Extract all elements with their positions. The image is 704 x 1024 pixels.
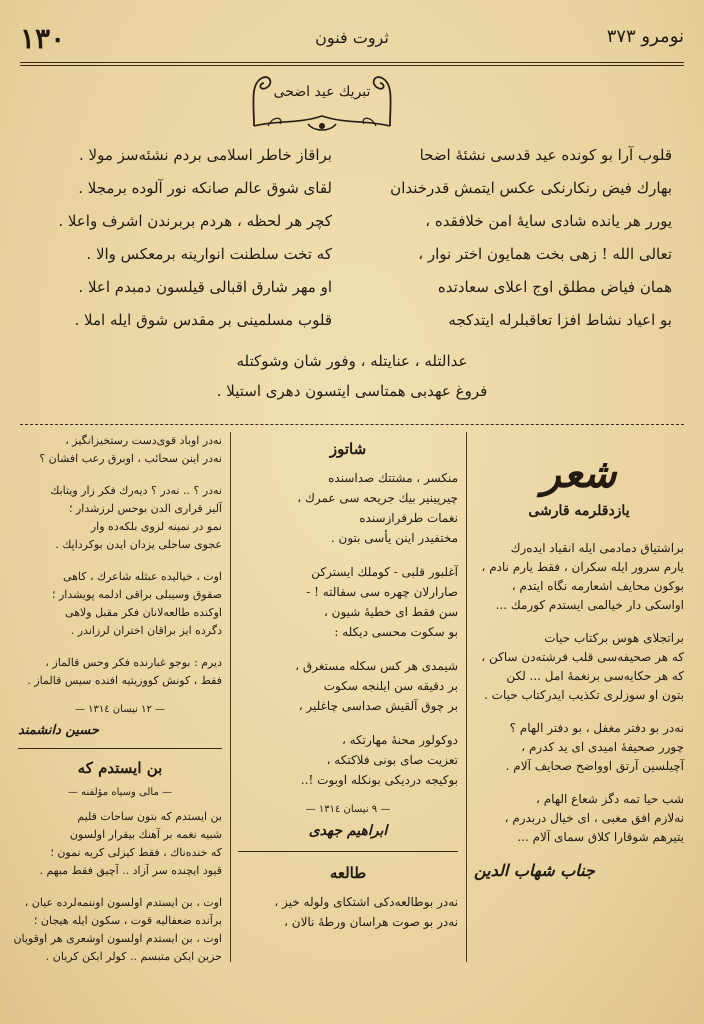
hemistich-left: كچر هر لحظه ، هردم بربرندن اشرف واعلا . [58, 212, 332, 230]
verse-line: اوكنده طالعه‌لانان فكر مقبل ولاهى [65, 606, 222, 619]
verse-line: صقوق وسيبلى براقى ادلمه پويشدار ؛ [51, 588, 222, 601]
hemistich-right: بو اعياد نشاط افزا تعاقبلرله ايتدكجه [448, 311, 672, 329]
verse-line: نغمات طرفرازسنده [359, 511, 458, 525]
poem-heading: شاتوز [329, 440, 367, 458]
top-poem [32, 146, 672, 344]
headline-ornament [248, 74, 396, 134]
author-signature: حسين دانشمند [18, 723, 99, 738]
author-signature: ابراهيم جهدى [308, 823, 388, 839]
verse-line: نه‌در ؟ .. نه‌در ؟ ديه‌رك فكر زار ويتابك [50, 484, 222, 497]
hemistich-right: تعالى الله ! زهى بخت همايون اختر نوار ، [418, 245, 672, 263]
stanza [13, 894, 222, 966]
verse-line: اواسكى دار خيالمى ايستدم كورمك ... [495, 598, 684, 612]
hemistich-left: او مهر شارق اقبالى قيلسون دمبدم اعلا . [78, 278, 332, 296]
hemistich-left: قلوب مسلمينى بر مقدس شوق ايله املا . [74, 311, 332, 329]
verse-line: بر دقيقه سن ايلنجه سكوت [323, 679, 458, 693]
top-poem-closing [0, 346, 704, 406]
verse-line: تعزيت صاى بونى فلاكتكه ، [326, 753, 458, 767]
issue-number: نومرو ٣٧٣ [606, 26, 684, 47]
hemistich-right: بهارك فيض رنكارنكى عكس ايتمش قدرخندان [390, 179, 672, 197]
verse-line: بن ايستدم كه بتون ساحات قليم [77, 810, 222, 823]
verse-line: نه‌لازم افق مغبى ، اى خيال دربدرم ، [504, 811, 684, 825]
page-header [20, 22, 684, 58]
poem-subtitle: يازدقلرمه قارشى [528, 503, 630, 519]
verse-line: حزين ايكن متبسم .. كولر ايكن كريان . [45, 950, 222, 963]
stanza [474, 790, 684, 847]
poem-date: — ١٢ نيسان ١٣١٤ — [74, 704, 166, 715]
verse-line: شب حيا تمه دگز شعاع الهام ، [536, 792, 684, 806]
poem-couplet [32, 146, 672, 179]
verse-line: چيرپينير بيك جريحه‌ سى عمرك ، [297, 491, 458, 505]
column-left [13, 432, 222, 980]
hemistich-right: قلوب آرا بو كونده عيد قدسى نشئهٔ اضحا [419, 146, 672, 164]
column-divider [230, 432, 231, 962]
verse-line: آليز قرارى الدن بوحس لرزشدار ؛ [68, 502, 222, 515]
stanza [474, 719, 684, 776]
verse-line: كه هر صحيفه‌سى قلب فرشته‌دن ساكن ، [481, 650, 684, 664]
journal-title: ثروت فنون [315, 28, 389, 47]
verse-line: شيمدى هر كس سكله مستغرق ، [295, 659, 458, 673]
poem-dedication: — مالى وسياه مؤلفنه — [67, 787, 173, 798]
stanza [238, 730, 458, 790]
verse-line: دگرده ايز براقان اختران لرزاندر . [70, 624, 222, 637]
verse-line: اوت ، خياليده عبثله شاعرك ، كاهى [62, 570, 222, 583]
verse-line: برآنده ضعفاليه قوت ، سكون ايله هيجان ؛ [33, 914, 222, 927]
verse-line: چورر صحيفهٔ اميدى اى يد كدرم ، [521, 740, 684, 754]
poem-couplet [32, 245, 672, 278]
stanza [238, 468, 458, 548]
verse-line: براتجلاى هوس بركتاب حيات [544, 631, 684, 645]
column-divider [466, 432, 467, 962]
poem-heading: شعر [541, 450, 617, 497]
header-rule [20, 62, 684, 63]
verse-line: نه‌در بو دفتر مغفل ، بو دفتر الهام ؟ [509, 721, 684, 735]
verse-line: دوكولور محنهٔ مهارتكه ، [341, 733, 458, 747]
stanza [18, 568, 222, 640]
verse-line: منكسر ، مشتتك صداسنده [328, 471, 458, 485]
closing-line: عدالتله ، عنايتله ، وفور شان وشوكتله [236, 352, 468, 370]
hemistich-right: يورر هر يانده شادى سايهٔ امن خلافقده ، [425, 212, 672, 230]
verse-line: بوكيجه درديكى بونكله اوبوت !.. [300, 773, 458, 787]
verse-line: صارارلان چهره‌ سى سفالته ! - [306, 585, 458, 599]
hemistich-left: كه تخت سلطنت انوارينه برمعكس والا . [86, 245, 332, 263]
stanza [474, 539, 684, 615]
column-right [474, 432, 684, 880]
stanza [474, 629, 684, 705]
ornament-frame-icon [248, 74, 396, 134]
verse-line: مختفيدر اينن يأسى بتون . [330, 531, 458, 545]
column-middle [238, 432, 458, 932]
verse-line: سن فقط اى خطيهٔ شيون ، [323, 605, 458, 619]
page-number: ١٣٠ [20, 22, 66, 55]
verse-line: اوت ، بن ايستدم اولسون اوشعرى هر اوقويان [13, 932, 222, 945]
headline-title: تبريك عيد اضحى [273, 84, 371, 100]
verse-line: كه خنده‌ناك ، فقط كيزلى كريه نمون ؛ [50, 846, 222, 859]
article-rule [238, 851, 458, 852]
verse-line: بوكون محايف اشعارمه نگاه ايتدم ، [511, 579, 684, 593]
verse-line: شبيه نغمه بر آهنك بيقرار اولسون [69, 828, 222, 841]
author-signature: جناب شهاب الدين [474, 861, 595, 880]
article-rule [18, 748, 222, 749]
verse-line: بو سكوت محسى ديكله : [334, 625, 458, 639]
verse-line: نه‌در بو صوت هراسان ورطهٔ نالان ، [284, 915, 458, 929]
verse-line: قيود ايچنده سر آزاد .. آچيق فقط مبهم . [39, 864, 222, 877]
verse-line: نمو در نمينه لزوى بلكه‌ده وار [90, 520, 222, 533]
poem-couplet [32, 311, 672, 344]
stanza [238, 656, 458, 716]
verse-line: آغلبور قلبى - كوملك ايستركن [311, 565, 458, 579]
verse-line: آچيلسين آرتق اوواضح صحايف آلام . [505, 759, 684, 773]
stanza [238, 562, 458, 642]
verse-line: كه هر حكايه‌سى برنغمهٔ امل ... لكن [506, 669, 684, 683]
verse-line: بتون او سوزلرى تكذيب ايدركتاب حيات . [484, 688, 684, 702]
verse-line: يتيرهم شوقارا كلاق سماى آلام ... [517, 830, 684, 844]
poem-couplet [32, 278, 672, 311]
verse-line: يارم سرور ايله سكران ، فقط يارم نادم ، [481, 560, 684, 574]
closing-line: فروغ عهدبى همتاسى ايتسون دهرى استيلا . [216, 382, 488, 400]
header-rule-double [20, 65, 684, 66]
poem-date: — ٩ نيسان ١٣١٤ — [305, 804, 391, 815]
hemistich-right: همان فياض مطلق اوج اعلاى سعادتده [437, 278, 672, 296]
stanza [18, 654, 222, 690]
verse-line: بر چوق آلقيش صداسى چاغلير ، [298, 699, 458, 713]
poem-heading: طالعه [329, 864, 367, 882]
verse-line: براشتياق دمادمى ايله انقياد ايده‌رك [510, 541, 684, 555]
verse-line: نه‌در اينن سحائب ، اوبرق رعب افشان ؟ [39, 452, 222, 465]
poem-couplet [32, 212, 672, 245]
stanza [18, 482, 222, 554]
hemistich-left: لقاى شوق عالم صانكه نور آلوده برمجلا . [78, 179, 332, 197]
poem-couplet [32, 179, 672, 212]
hemistich-left: براقاز خاطر اسلامى بردم نشئه‌سز مولا . [79, 146, 332, 164]
verse-line: نه‌در بوطالعه‌دكى اشتكاى ولوله خيز ، [274, 895, 458, 909]
verse-line: ديرم : بوجو غبارنده فكر وحس قالماز ، [45, 656, 222, 669]
poem-heading: بن ايستدم كه [77, 759, 163, 777]
verse-line: اوت ، بن ايستدم اولسون اوننمه‌لرده عيان ، [24, 896, 222, 909]
verse-line: عجوى ساحلى يزدان ايدن بوكرداپك . [55, 538, 222, 551]
verse-line: فقط ، كونش كووزيتيه افنده سيس قالماز . [27, 674, 222, 687]
stanza [238, 892, 458, 932]
section-rule [20, 424, 684, 425]
verse-line: نه‌در اوباد قوى‌دست رستخيزانگيز ، [65, 434, 222, 447]
stanza [18, 432, 222, 468]
stanza [18, 808, 222, 880]
